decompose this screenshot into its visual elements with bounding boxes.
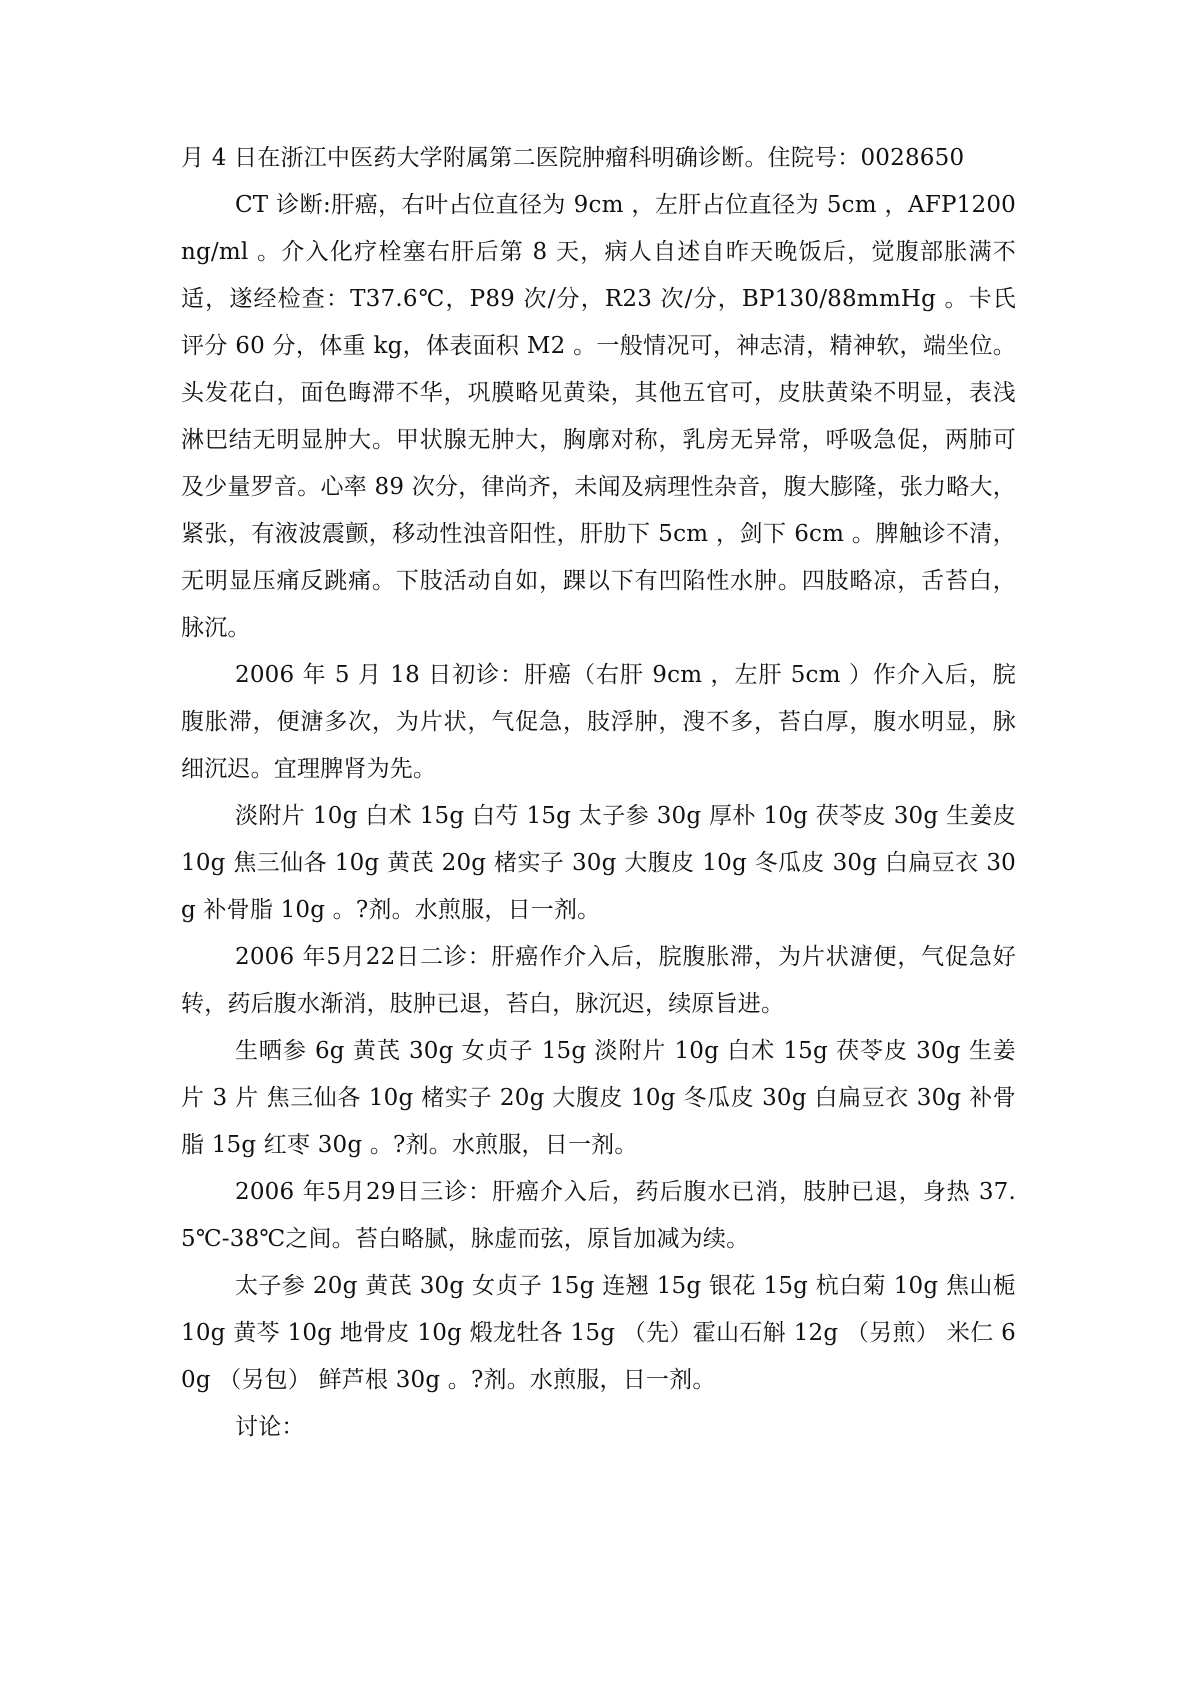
paragraph-diagnosis-location: 月 4 日在浙江中医药大学附属第二医院肿瘤科明确诊断。住院号：0028650: [181, 145, 965, 171]
paragraph-ct-exam: CT 诊断:肝癌，右叶占位直径为 9cm ，左肝占位直径为 5cm ，AFP1200ng/ml 。介入化疗栓塞右肝后第 8 天，病人自述自昨天晚饭后，觉腹部胀满不适，遂经检查：T37.6℃，P89 次/分，R23 次/分，BP130/88mmHg 。卡氏评分 60 分，体重 kg，体表面积 M2 。一般情况可，神志清，精神软，端坐位。头发花白，面色晦滞不华，巩膜略见黄染，其他五官可，皮肤黄染不明显，表浅淋巴结无明显肿大。甲状腺无肿大，胸廓对称，乳房无异常，呼吸急促，两肺可及少量罗音。心率 89 次分，律尚齐，未闻及病理性杂音，腹大膨隆，张力略大，紧张，有液波震颤，移动性浊音阳性，肝肋下 5cm ，剑下 6cm 。脾触诊不清，无明显压痛反跳痛。下肢活动自如，踝以下有凹陷性水肿。四肢略凉，舌苔白，脉沉。: [181, 192, 1016, 641]
paragraph-second-prescription: 生晒参 6g 黄芪 30g 女贞子 15g 淡附片 10g 白术 15g 茯苓皮 30g 生姜片 3 片 焦三仙各 10g 楮实子 20g 大腹皮 10g 冬瓜皮 30g 白扁豆衣 30g 补骨脂 15g 红枣 30g 。?剂。水煎服，日一剂。: [181, 1038, 1016, 1158]
paragraph-first-prescription: 淡附片 10g 白术 15g 白芍 15g 太子参 30g 厚朴 10g 茯苓皮 30g 生姜皮 10g 焦三仙各 10g 黄芪 20g 楮实子 30g 大腹皮 10g 冬瓜皮 30g 白扁豆衣 30g 补骨脂 10g 。?剂。水煎服，日一剂。: [181, 803, 1016, 923]
paragraph-second-visit: 2006 年5月22日二诊：肝癌作介入后，脘腹胀滞，为片状溏便，气促急好转，药后腹水渐消，肢肿已退，苔白，脉沉迟，续原旨进。: [181, 944, 1016, 1017]
paragraph-discussion-heading: 讨论：: [235, 1414, 305, 1440]
paragraph-first-visit: 2006 年 5 月 18 日初诊：肝癌（右肝 9cm ，左肝 5cm ）作介入后，脘腹胀滞，便溏多次，为片状，气促急，肢浮肿，溲不多，苔白厚，腹水明显，脉细沉迟。宜理脾肾为先。: [181, 662, 1016, 782]
paragraph-third-prescription: 太子参 20g 黄芪 30g 女贞子 15g 连翘 15g 银花 15g 杭白菊 10g 焦山栀 10g 黄芩 10g 地骨皮 10g 煅龙牡各 15g （先）霍山石斛 12g （另煎） 米仁 60g （另包） 鲜芦根 30g 。?剂。水煎服，日一剂。: [181, 1273, 1016, 1393]
paragraph-third-visit: 2006 年5月29日三诊：肝癌介入后，药后腹水已消，肢肿已退，身热 37.5℃-38℃之间。苔白略腻，脉虚而弦，原旨加减为续。: [181, 1179, 1016, 1252]
document-body: [181, 135, 1016, 1451]
